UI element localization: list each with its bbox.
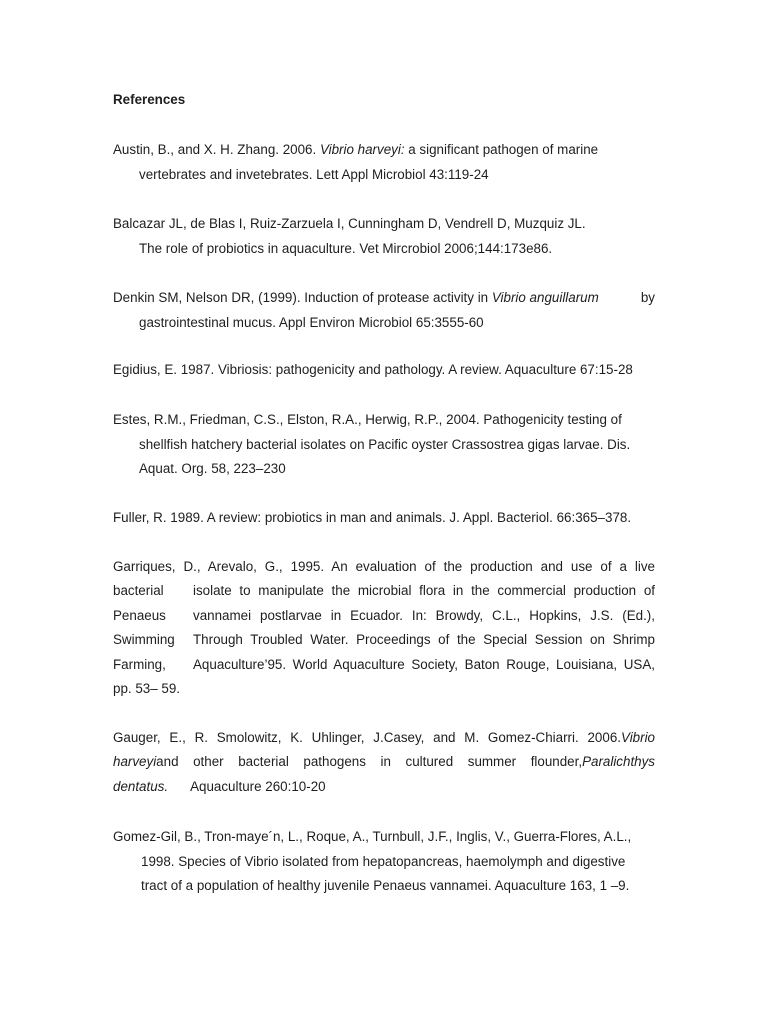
reference-garriques bbox=[113, 555, 655, 701]
ref-col-2: vannamei postlarvae in Ecuador. In: Browdy, C.L., Hopkins, J.S. (Ed.), bbox=[193, 607, 655, 623]
ref-text: Austin, B., and X. H. Zhang. 2006. bbox=[113, 142, 320, 157]
ref-species-italic: Vibrio bbox=[621, 730, 655, 745]
reference-fuller bbox=[113, 506, 655, 531]
ref-species-italic: Vibrio harveyi: bbox=[319, 142, 405, 157]
ref-text: Gauger, E., R. Smolowitz, K. Uhlinger, J.Casey, and M. Gomez-Chiarri. 2006. bbox=[113, 730, 621, 745]
reference-line bbox=[113, 726, 655, 750]
reference-line: shellfish hatchery bacterial isolates on Pacific oyster Crassostrea gigas larvae. Dis. bbox=[139, 436, 631, 452]
ref-col-2: Through Troubled Water. Proceedings of the Special Session on Shrimp bbox=[193, 632, 655, 648]
reference-line: pp. 53– 59. bbox=[113, 681, 181, 697]
reference-line: The role of probiotics in aquaculture. Vet Mircrobiol 2006;144:173e86. bbox=[139, 240, 553, 256]
reference-line: gastrointestinal mucus. Appl Environ Microbiol 65:3555-60 bbox=[139, 314, 484, 330]
reference-line: vertebrates and invetebrates. Lett Appl Microbiol 43:119-24 bbox=[139, 166, 489, 182]
ref-species-italic: Vibrio anguillarum bbox=[491, 290, 599, 305]
ref-col-1: Penaeus bbox=[113, 607, 166, 623]
reference-line: 1998. Species of Vibrio isolated from hepatopancreas, haemolymph and digestive bbox=[141, 853, 626, 869]
reference-estes bbox=[113, 408, 655, 482]
reference-gauger bbox=[113, 726, 655, 799]
ref-species-italic: harveyi bbox=[113, 754, 157, 770]
ref-text: and other bacterial pathogens in cultured summer flounder, bbox=[156, 754, 583, 770]
ref-col-1: Farming, bbox=[113, 656, 166, 672]
reference-line bbox=[113, 750, 655, 774]
ref-col-1: bacterial bbox=[113, 583, 164, 599]
reference-line: Egidius, E. 1987. Vibriosis: pathogenicity and pathology. A review. Aquaculture 67:15-28 bbox=[113, 362, 633, 377]
reference-line: Balcazar JL, de Blas I, Ruiz-Zarzuela I, Cunningham D, Vendrell D, Muzquiz JL. bbox=[113, 216, 586, 231]
ref-col-1: Swimming bbox=[113, 632, 175, 648]
ref-col-2: Aquaculture’95. World Aquaculture Society, Baton Rouge, Louisiana, USA, bbox=[193, 656, 655, 672]
ref-text: Denkin SM, Nelson DR, (1999). Induction of protease activity in bbox=[113, 290, 492, 305]
reference-line: Gomez-Gil, B., Tron-maye´n, L., Roque, A., Turnbull, J.F., Inglis, V., Guerra-Flores, A.L., bbox=[113, 829, 632, 844]
ref-species-italic: Paralichthys bbox=[582, 754, 655, 770]
ref-text bbox=[113, 286, 599, 311]
ref-species-italic: dentatus. bbox=[113, 778, 169, 794]
reference-line bbox=[113, 604, 655, 628]
reference-line bbox=[113, 653, 655, 677]
ref-text: Aquaculture 260:10-20 bbox=[190, 778, 326, 794]
ref-text: by bbox=[640, 290, 655, 305]
reference-line bbox=[113, 628, 655, 652]
reference-line: tract of a population of healthy juvenile Penaeus vannamei. Aquaculture 163, 1 –9. bbox=[141, 878, 630, 894]
references-heading: References bbox=[113, 92, 186, 107]
ref-text: a significant pathogen of marine bbox=[404, 142, 599, 157]
reference-line bbox=[113, 775, 655, 799]
reference-line: Aquat. Org. 58, 223–230 bbox=[139, 461, 286, 477]
reference-gomez-gil bbox=[113, 825, 655, 899]
reference-line bbox=[113, 138, 655, 163]
ref-col-2: isolate to manipulate the microbial flora in the commercial production of bbox=[193, 583, 655, 599]
reference-line bbox=[113, 579, 655, 603]
reference-balcazar bbox=[113, 212, 655, 261]
reference-line: Garriques, D., Arevalo, G., 1995. An evaluation of the production and use of a live bbox=[113, 559, 655, 574]
reference-austin bbox=[113, 138, 655, 187]
reference-denkin bbox=[113, 286, 655, 335]
reference-line: Estes, R.M., Friedman, C.S., Elston, R.A., Herwig, R.P., 2004. Pathogenicity testing of bbox=[113, 412, 622, 427]
reference-line bbox=[113, 286, 655, 311]
reference-line: Fuller, R. 1989. A review: probiotics in man and animals. J. Appl. Bacteriol. 66:365–378. bbox=[113, 510, 632, 525]
reference-egidius bbox=[113, 358, 655, 383]
